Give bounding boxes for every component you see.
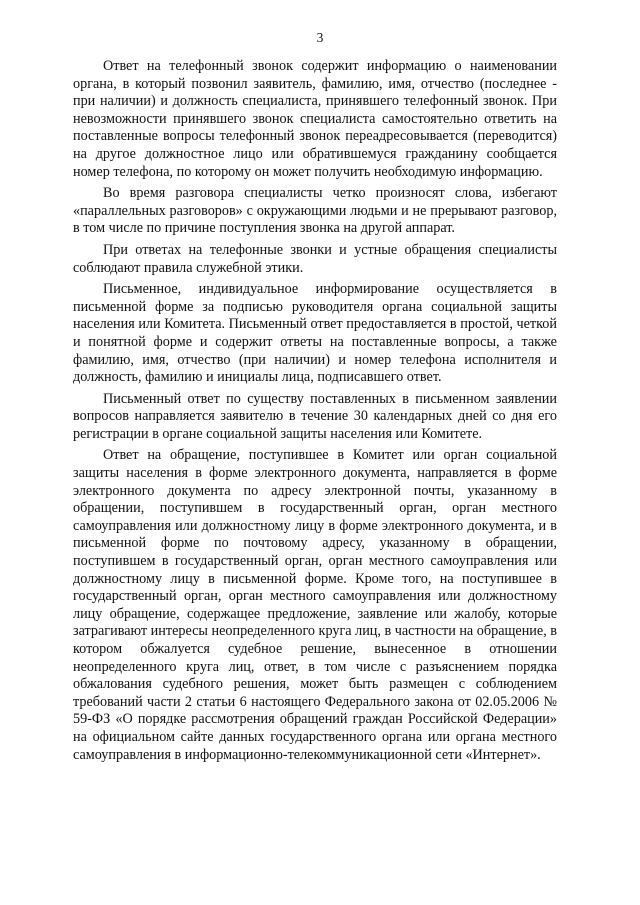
paragraph-phone-answer: Ответ на телефонный звонок содержит информацию о наименовании органа, в который позвонил заявитель, фамилию, имя, отчество (последнее - при наличии) и должность специалиста, принявшего телефонный звонок. При невозможности принявшего звонок специалиста самостоятельно ответить на поставленные вопросы телефонный звонок переадресовывается (переводится) на другое должностное лицо или обратившемуся гражданину сообщается номер телефона, по которому он может получить необходимую информацию. — [73, 58, 557, 180]
paragraph-service-ethics: При ответах на телефонные звонки и устные обращения специалисты соблюдают правила служебной этики. — [73, 241, 557, 276]
document-body — [73, 58, 557, 768]
paragraph-written-informing: Письменное, индивидуальное информирование осуществляется в письменной форме за подписью руководителя органа социальной защиты населения или Комитета. Письменный ответ предоставляется в простой, четкой и понятной форме и содержит ответы на поставленные вопросы, а также фамилию, имя, отчество (при наличии) и номер телефона исполнителя и должность, фамилию и инициалы лица, подписавшего ответ. — [73, 281, 557, 386]
page-number: 3 — [316, 30, 324, 45]
paragraph-written-answer-deadline: Письменный ответ по существу поставленных в письменном заявлении вопросов направляется заявителю в течение 30 календарных дней со дня его регистрации в органе социальной защиты населения или Комитете. — [73, 390, 557, 442]
paragraph-conversation-rules: Во время разговора специалисты четко произносят слова, избегают «параллельных разговоров» с окружающими людьми и не прерывают разговор, в том числе по причине поступления звонка на другой аппарат. — [73, 185, 557, 237]
paragraph-electronic-answer: Ответ на обращение, поступившее в Комитет или орган социальной защиты населения в форме электронного документа, направляется в форме электронного документа по адресу электронной почты, указанному в обращении, поступившем в государственный орган, орган местного самоуправления или должностному лицу в форме электронного документа, и в письменной форме по почтовому адресу, указанному в обращении, поступившем в государственный орган, орган местного самоуправления или должностному лицу в письменной форме. Кроме того, на поступившее в государственный орган, орган местного самоуправления или должностному лицу обращение, содержащее предложение, заявление или жалобу, которые затрагивают интересы неопределенного круга лиц, в частности на обращение, в котором обжалуется судебное решение, вынесенное в отношении неопределенного круга лиц, ответ, в том числе с разъяснением порядка обжалования судебного решения, может быть размещен с соблюдением требований части 2 статьи 6 настоящего Федерального закона от 02.05.2006 № 59-ФЗ «О порядке рассмотрения обращений граждан Российской Федерации» на официальном сайте данных государственного органа или органа местного самоуправления в информационно-телекоммуникационной сети «Интернет». — [73, 447, 557, 763]
